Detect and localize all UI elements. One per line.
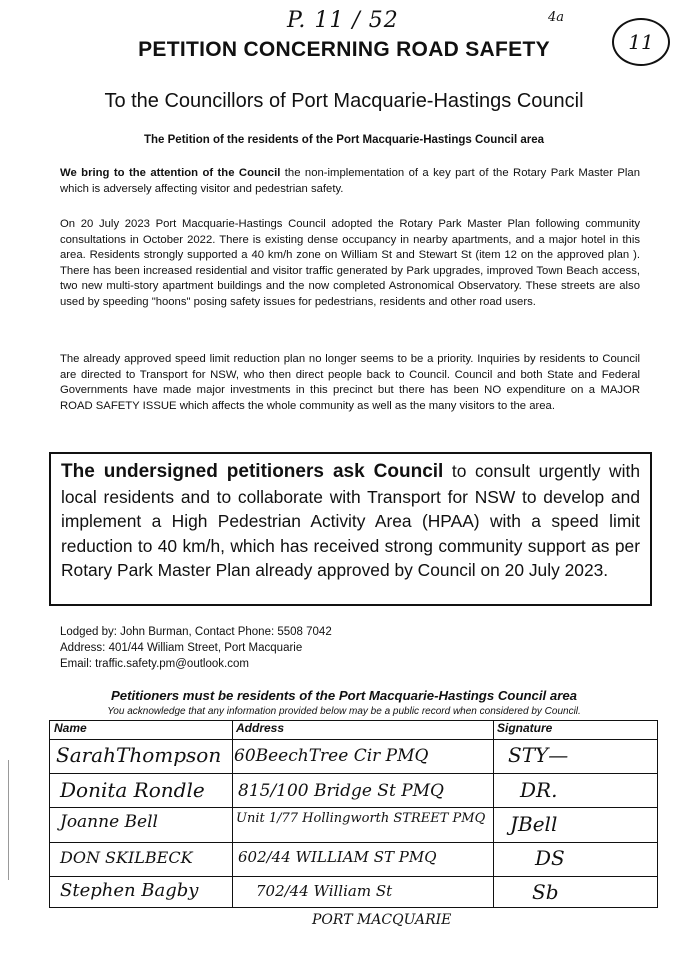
table-row-signature: DS bbox=[535, 846, 565, 870]
table-row-signature: STY— bbox=[508, 743, 569, 767]
petition-area-line: The Petition of the residents of the Port Macquarie-Hastings Council area bbox=[143, 134, 544, 146]
row-divider bbox=[50, 876, 657, 877]
table-row-address: 60BeechTree Cir PMQ bbox=[234, 746, 429, 766]
row-divider bbox=[50, 842, 657, 843]
handwritten-corner-note: 4a bbox=[548, 10, 565, 25]
row-divider bbox=[50, 739, 657, 740]
table-row-name: Joanne Bell bbox=[60, 812, 158, 832]
lodged-by-line: Lodged by: John Burman, Contact Phone: 5508 7042 bbox=[60, 626, 332, 638]
column-header-signature: Signature bbox=[497, 721, 553, 735]
table-row-address: Unit 1/77 Hollingworth STREET PMQ bbox=[236, 811, 486, 826]
intro-paragraph bbox=[60, 166, 640, 197]
petition-request-box bbox=[49, 452, 652, 606]
residents-note: Petitioners must be residents of the Port Macquarie-Hastings Council area bbox=[110, 688, 578, 703]
issue-paragraph: The already approved speed limit reduction plan no longer seems to be a priority. Inquiries by residents to Council are directed to Transport for NSW, who then direct people back to Council. Council and both State and Federal Governments have made major investments in this precinct but there has been NO expenditure on a MAJOR ROAD SAFETY ISSUE which affects the whole community as well as the many visitors to the area. bbox=[60, 353, 640, 412]
overflow-address: PORT MACQUARIE bbox=[312, 912, 452, 928]
row-divider bbox=[50, 773, 657, 774]
column-header-address: Address bbox=[236, 721, 285, 735]
table-row-name: SarahThompson bbox=[56, 743, 222, 767]
petition-title: PETITION CONCERNING ROAD SAFETY bbox=[138, 38, 550, 61]
column-divider bbox=[493, 721, 494, 907]
table-row-signature: JBell bbox=[510, 812, 558, 836]
column-header-name: Name bbox=[54, 721, 87, 735]
table-row-signature: DR. bbox=[520, 778, 558, 802]
table-row-name: Stephen Bagby bbox=[60, 880, 199, 901]
handwritten-page-reference: P. 11 / 52 bbox=[287, 8, 399, 33]
table-row-name: Donita Rondle bbox=[60, 778, 205, 802]
scan-margin-mark bbox=[8, 760, 9, 880]
intro-lead: We bring to the attention of the Council bbox=[60, 167, 281, 179]
acknowledge-note: You acknowledge that any information provided below may be a public record when considered by Council. bbox=[107, 706, 581, 717]
table-row-address: 815/100 Bridge St PMQ bbox=[238, 781, 444, 801]
circled-number: 11 bbox=[612, 18, 670, 66]
lodged-address-line: Address: 401/44 William Street, Port Macquarie bbox=[60, 642, 303, 654]
request-rest: to consult urgently with local residents and to collaborate with Transport for NSW to develop and implement a High Pedestrian Activity Area (HPAA) with a speed limit reduction to 40 km/h, which has received strong community support as per Rotary Park Master Plan already approved by Council on 20 July 2023. bbox=[61, 461, 640, 580]
petition-addressee: To the Councillors of Port Macquarie-Hastings Council bbox=[104, 90, 584, 112]
table-row-signature: Sb bbox=[532, 880, 559, 904]
table-row-name: DON SKILBECK bbox=[60, 848, 193, 867]
lodged-email-line: Email: traffic.safety.pm@outlook.com bbox=[60, 658, 249, 670]
table-row-address: 602/44 WILLIAM ST PMQ bbox=[238, 848, 437, 866]
intro-rest: the non-implementation of a key part of the Rotary Park Master Plan which is adversely affecting visitor and pedestrian safety. bbox=[60, 167, 640, 195]
request-lead: The undersigned petitioners ask Council bbox=[61, 461, 444, 482]
background-paragraph: On 20 July 2023 Port Macquarie-Hastings Council adopted the Rotary Park Master Plan following community consultations in October 2022. There is existing dense occupancy in nearby apartments, and a major hotel in this area. Residents strongly supported a 40 km/h zone on William St and Stewart St (item 12 on the approved plan ). There has been increased residential and visitor traffic generated by Park upgrades, improved Town Beach access, two new multi-story apartment buildings and the now completed Astronomical Observatory. These streets are also used by speeding "hoons" posing safety issues for pedestrians, residents and other road users. bbox=[60, 218, 640, 308]
column-divider bbox=[232, 721, 233, 907]
row-divider bbox=[50, 807, 657, 808]
table-row-address: 702/44 William St bbox=[256, 882, 393, 900]
lodged-by-block bbox=[60, 624, 332, 672]
